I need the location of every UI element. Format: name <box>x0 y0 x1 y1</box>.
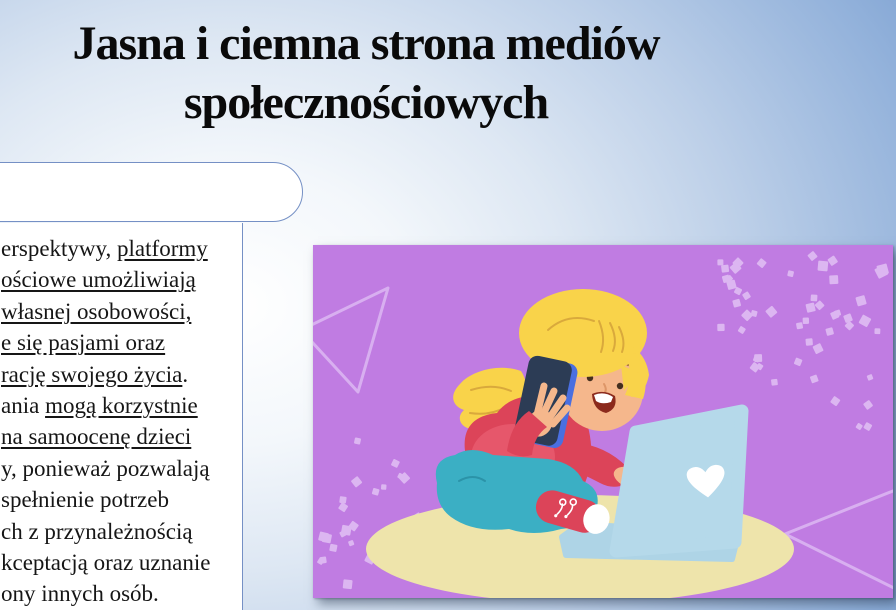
body-text-line: na samoocenę dzieci <box>1 424 192 450</box>
title-line-1: Jasna i ciemna strona mediów <box>72 17 660 70</box>
page-title <box>0 14 732 132</box>
body-text-line: y, ponieważ pozwalają <box>1 455 210 481</box>
title-line-2: społecznościowych <box>183 76 549 129</box>
body-text <box>1 233 242 610</box>
body-text-line: ościowe umożliwiają <box>1 267 196 293</box>
body-text-line: własnej osobowości, <box>1 298 192 324</box>
body-text-line: spełnienie potrzeb <box>1 487 169 513</box>
body-text-line: e się pasjami oraz <box>1 330 166 356</box>
laptop-lid <box>616 411 742 551</box>
laptop <box>616 411 742 551</box>
body-text-line: kceptacją oraz uznanie <box>1 550 211 576</box>
header-placeholder-box <box>0 162 303 222</box>
body-text-line: ania mogą korzystnie <box>1 393 198 419</box>
body-text-line: erspektywy, platformy <box>1 236 208 261</box>
body-text-line: rację swojego życia. <box>1 361 189 387</box>
body-text-line: ch z przynależnością <box>1 518 193 544</box>
body-text-panel <box>0 223 243 610</box>
body-text-line: ony innych osób. <box>1 581 159 607</box>
illustration-girl-phone-laptop <box>313 245 893 598</box>
